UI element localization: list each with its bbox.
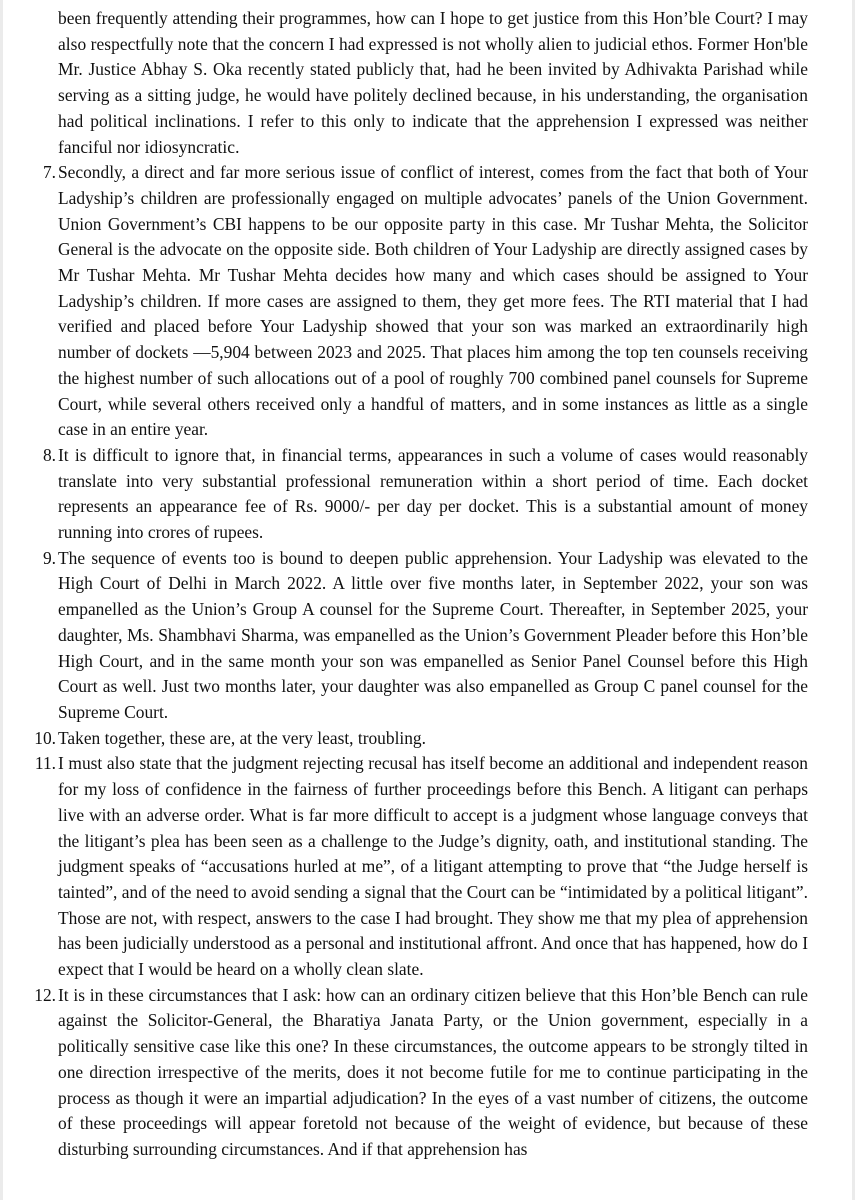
item-number: 8.: [42, 444, 56, 465]
item-text: Secondly, a direct and far more serious issue of conflict of interest, comes from the fact that both of Your Ladyship’s children are professionally engaged on multiple advocates’ panels of the Union Government. Union Government’s CBI happens to be our opposite party in this case. Mr Tushar Mehta, the Solicitor General is the advocate on the opposite side. Both children of Your Ladyship are directly assigned cases by Mr Tushar Mehta. Mr Tushar Mehta decides how many and which cases should be assigned to Your Ladyship’s children. If more cases are assigned to them, they get more fees. The RTI material that I had verified and placed before Your Ladyship showed that your son was marked an extraordinarily high number of dockets —5,904 between 2023 and 2025. That places him among the top ten counsels receiving the highest number of such allocations out of a pool of roughly 700 combined panel counsels for Supreme Court, while several others received only a handful of matters, and in some instances as little as a single case in an entire year.: [58, 162, 808, 440]
list-item-12: [34, 983, 808, 1163]
list-item-9: [42, 546, 808, 726]
item-number: 11.: [34, 753, 56, 774]
item-number: 9.: [42, 547, 56, 568]
item-text: It is in these circumstances that I ask: how can an ordinary citizen believe that this Hon’ble Bench can rule against the Solicitor-General, the Bharatiya Janata Party, or the Union government, especially in a politically sensitive case like this one? In these circumstances, the outcome appears to be strongly tilted in one direction irrespective of the merits, does it not become futile for me to continue participating in the process as though it were an impartial adjudication? In the eyes of a vast number of citizens, the outcome of these proceedings will appear foretold not because of the weight of evidence, but because of these disturbing surrounding circumstances. And if that apprehension has: [58, 984, 808, 1159]
item-number: 12.: [34, 984, 56, 1005]
item-text: I must also state that the judgment rejecting recusal has itself become an additional and independent reason for my loss of confidence in the fairness of further proceedings before this Bench. A litigant can perhaps live with an adverse order. What is far more difficult to accept is a judgment whose language conveys that the litigant’s plea has been seen as a challenge to the Judge’s dignity, oath, and institutional standing. The judgment speaks of “accusations hurled at me”, of a litigant attempting to prove that “the Judge herself is tainted”, and of the need to avoid sending a signal that the Court can be “intimidated by a political litigant”. Those are not, with respect, answers to the case I had brought. They show me that my plea of apprehension has been judicially understood as a personal and institutional affront. And once that has happened, how do I expect that I would be heard on a wholly clean slate.: [58, 753, 808, 980]
list-item-10: [34, 726, 808, 752]
item-text: It is difficult to ignore that, in financial terms, appearances in such a volume of cases would reasonably translate into very substantial professional remuneration within a short period of time. Each docket represents an appearance fee of Rs. 9000/- per day per docket. This is a substantial amount of money running into crores of rupees.: [58, 444, 808, 543]
numbered-list: [34, 160, 808, 1162]
item-number: 10.: [34, 727, 56, 748]
list-item-11: [34, 751, 808, 982]
list-item-7: [42, 160, 808, 443]
item-text: Taken together, these are, at the very least, troubling.: [58, 727, 426, 748]
intro-paragraph: been frequently attending their programmes, how can I hope to get justice from this Hon’ble Court? I may also respectfully note that the concern I had expressed is not wholly alien to judicial ethos. Former Hon'ble Mr. Justice Abhay S. Oka recently stated publicly that, had he been invited by Adhivakta Parishad while serving as a sitting judge, he would have politely declined because, in his understanding, the organisation had political inclinations. I refer to this only to indicate that the apprehension I expressed was neither fanciful nor idiosyncratic.: [58, 8, 808, 157]
item-text: The sequence of events too is bound to deepen public apprehension. Your Ladyship was elevated to the High Court of Delhi in March 2022. A little over five months later, in September 2022, your son was empanelled as the Union’s Group A counsel for the Supreme Court. Thereafter, in September 2025, your daughter, Ms. Shambhavi Sharma, was empanelled as the Union’s Government Pleader before this Hon’ble High Court, and in the same month your son was empanelled as Senior Panel Counsel before this High Court as well. Just two months later, your daughter was also empanelled as Group C panel counsel for the Supreme Court.: [58, 547, 808, 722]
list-item-8: [42, 443, 808, 546]
item-number: 7.: [42, 162, 56, 183]
